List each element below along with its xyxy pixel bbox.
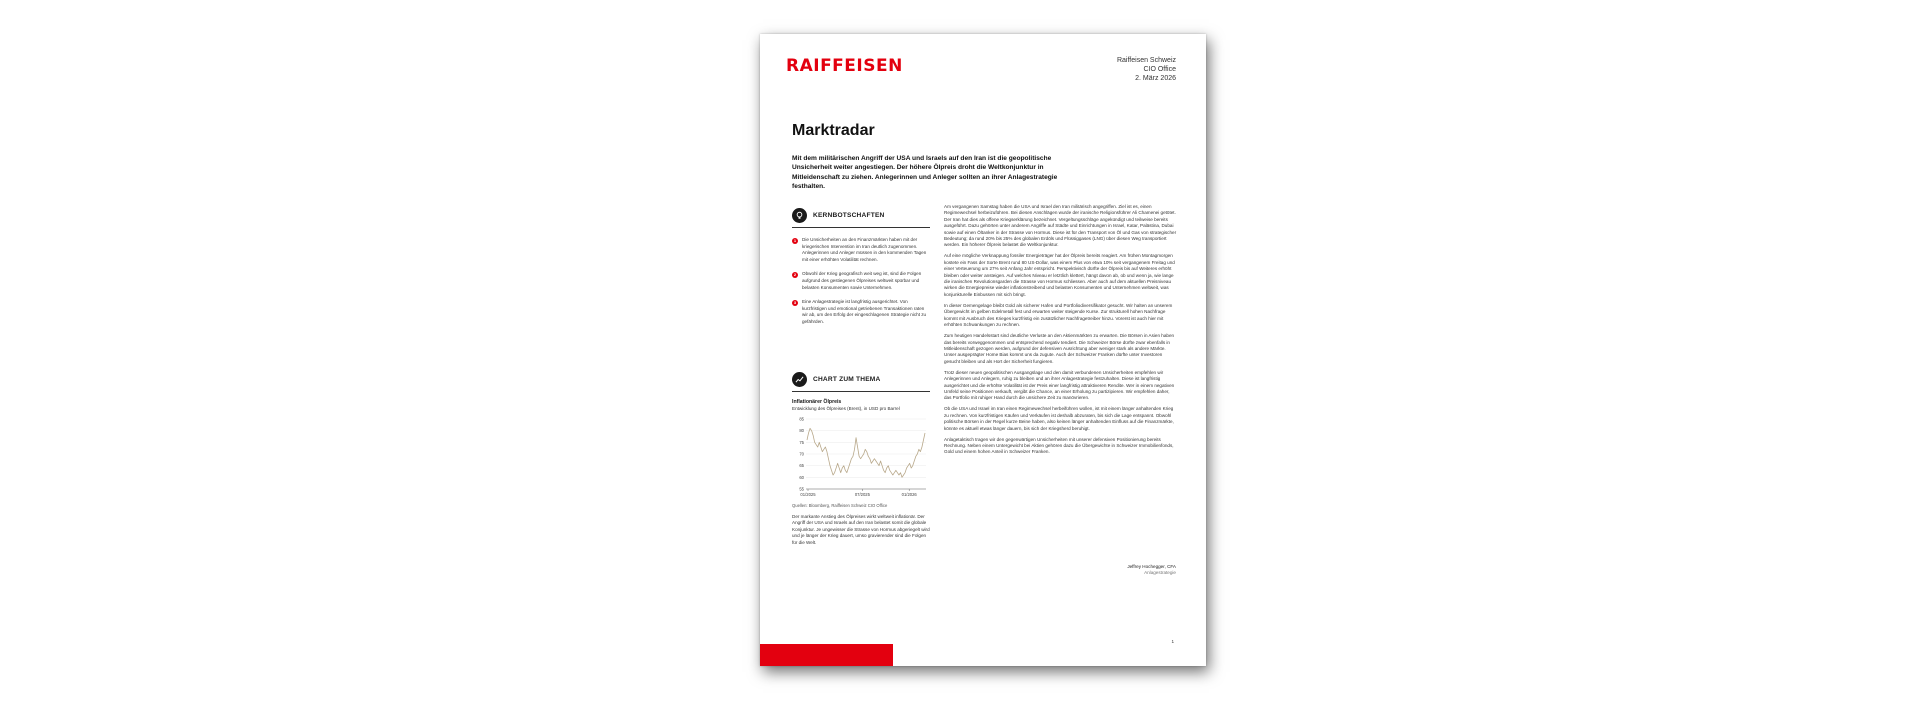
raiffeisen-logo: RAIFFEISEN: [786, 56, 903, 76]
chart-subtitle: Entwicklung des Ölpreises (Brent), in USD pro Barrel: [792, 406, 900, 411]
list-item-text: Eine Anlagestrategie ist langfristig ausgerichtet. Von kurzfristigen und emotional getriebenen Transaktionen raten wir ab, um den Erfolg der eingeschlagenen Strategie nicht zu gefährden.: [802, 299, 927, 324]
list-number-badge: 3: [793, 300, 797, 306]
page-title: Marktradar: [792, 122, 875, 139]
y-tick-label: 60: [799, 474, 804, 480]
list-item: [792, 237, 930, 263]
chart-icon: [792, 372, 807, 387]
document-page: [760, 34, 1206, 666]
chart-section: [792, 370, 930, 546]
brand-bar: [760, 644, 893, 666]
org-info: [1117, 56, 1176, 83]
lead-paragraph: Mit dem militärischen Angriff der USA und Israels auf den Iran ist die geopolitische Unsicherheit weiter angestiegen. Der höhere Ölpreis droht die Weltkonjunktur in Mitleidenschaft zu ziehen. Anlegerinnen und Anleger sollten an ihrer Anlagestrategie festhalten.: [792, 155, 1058, 191]
kernbotschaften-header: [792, 206, 930, 228]
body-paragraph: Am vergangenen Samstag haben die USA und Israel den Iran militärisch angegriffen. Ziel ist es, einen Regimewechsel herbeizuführen. Bei diesen Anschlägen wurde der iranische Religionsführer Ali Chamenei getötet. Der Iran hat dies als offene Kriegserklärung bezeichnet. Vergeltungsschläge angekündigt und teilweise bereits ausgeführt. Dazu gehörten unter anderem Angriffe auf Städte und Einrichtungen in Israel, Katar, Palästina, Dubai sowie auf einen Öltanker in der Strasse von Hormus. Diese ist für den Transport von Öl und Gas von strategischer Bedeutung; da rund 20% bis 25% des globalen Erdöls und Flüssiggases (LNG) über diesen Weg transportiert werden. Ein höherer Ölpreis belastet die Weltkonjunktur.: [944, 204, 1177, 248]
y-tick-label: 80: [799, 428, 804, 434]
list-item: [792, 271, 930, 291]
chart-source: Quellen: Bloomberg, Raiffeisen Schweiz CIO Office: [792, 503, 888, 508]
list-number-badge: 2: [793, 272, 797, 278]
body-paragraph: Ob die USA und Israel im Iran einen Regimewechsel herbeiführen wollen, ist mit einem länger anhaltenden Krieg zu rechnen. Von kurzfristigen Käufen und Verkäufen ist deshalb abzuraten, bis sich die Lage entspannt. Obwohl politische Börsen in der Regel kurze Beine haben, also keinen länger anhaltenden Einfluss auf die Finanzmärkte, könnte es aktuell etwas länger dauern, bis sich der Kriegsherd beruhigt.: [944, 406, 1174, 431]
chart-section-heading: CHART ZUM THEMA: [813, 375, 881, 383]
body-paragraph: Zum heutigen Handelsstart sind deutliche Verluste an den Aktienmärkten zu erwarten. Die Börsen in Asien haben das bereits vorweggenommen und entsprechend negativ tendiert. Die Schweizer Börse dürfte zwar ebenfalls in Mitleidenschaft gezogen werden, aufgrund der defensiven Ausrichtung aber weniger stark als andere Märkte. Unser ausgeprägter Home Bias kommt uns da zugute. Auch der Schweizer Franken dürfte unter Investoren gesucht bleiben und als Hort der Sicherheit fungieren.: [944, 333, 1175, 364]
body-paragraph: Anlagetaktisch tragen wir den gegenwärtigen Unsicherheiten mit unserer defensiven Positionierung bereits Rechnung. Neben einem Untergewicht bei Aktien gehören dazu die Übergewichte in Schweizer Immobilienfonds, Gold und einem hohen Anteil in Schweizer Franken.: [944, 436, 1174, 455]
chart-section-header: [792, 370, 930, 392]
x-tick-label: 01/2026: [901, 492, 917, 497]
author-role: Anlagestrategie: [1144, 570, 1176, 576]
chart-title: Inflationärer Ölpreis: [792, 399, 842, 405]
list-item: [792, 299, 930, 325]
y-tick-label: 75: [799, 439, 804, 445]
kernbotschaften-list: [792, 237, 930, 326]
lightbulb-icon: [792, 208, 807, 223]
oil-price-chart: [792, 415, 930, 501]
x-tick-label: 01/2025: [800, 492, 816, 497]
y-tick-label: 55: [799, 486, 804, 492]
y-tick-label: 65: [799, 463, 804, 469]
list-item-text: Obwohl der Krieg geografisch weit weg ist, sind die Folgen aufgrund des gestiegenen Ölpreises weltweit spürbar und belasten Konsumenten sowie Unternehmen.: [802, 271, 922, 290]
x-tick-label: 07/2025: [854, 492, 870, 497]
body-text: [944, 204, 1178, 460]
kernbotschaften-heading: KERNBOTSCHAFTEN: [813, 211, 885, 219]
body-paragraph: Auf eine mögliche Verknappung fossiler Energieträger hat der Ölpreis bereits reagiert. Am frühen Montagmorgen kostete ein Fass der Sorte Brent rund 80 US-Dollar, was einem Plus von etwa 10% seit vergangenem Freitag und einer Verteuerung um 27% seit Anfang Jahr entspricht. Perspektivisch dürfte der Ölpreis bis auf Weiteres erhöht bleiben oder weiter ansteigen. Auf welches Niveau er letztlich klettert, hängt davon ab, ob und wenn ja, wie lange die iranischen Revolutionsgarden die Strasse von Hormus schliessen. Aber auch auf dem aktuellen Preisniveau wirken die Energiepreise wieder inflationstreibend und belasten Konsumenten und Unternehmen weltweit, was konjunkturelle Einbussen mit sich bringt.: [944, 253, 1175, 297]
org-line-department: CIO Office: [1143, 66, 1176, 73]
body-paragraph: Trotz dieser neuen geopolitischen Ausgangslage und den damit verbundenen Unsicherheiten empfehlen wir Anlegerinnen und Anlegern, ruhig zu bleiben und an ihrer Anlagestrategie festzuhalten. Diese ist langfristig ausgerichtet und die erhöhte Volatilität ist der Preis einer langfristig attraktiveren Rendite. Wer in einem negativen Umfeld seine Positionen verkauft, vergibt die Chance, an einer Erholung zu partizipieren. Wir empfehlen daher, das Portfolio mit ruhiger Hand durch die unsichere Zeit zu manövrieren.: [944, 369, 1175, 401]
series-line-brent: [807, 428, 925, 477]
author-signature: [1127, 564, 1176, 577]
body-paragraph: In dieser Gemengelage bleibt Gold als sicherer Hafen und Portfoliodiversifikator gesucht. Wir halten an unserem Übergewicht im gelben Edelmetall fest und erwarten weiter steigende Kurse. Zur strukturell hohen Nachfrage kommt mit Ausbruch des Krieges kurzfristig ein zusätzlicher Nachfragetreiber hinzu. Vorerst ist auch hier mit erhöhten Schwankungen zu rechnen.: [944, 302, 1173, 328]
kernbotschaften-section: [792, 206, 930, 334]
list-number-badge: 1: [793, 238, 797, 243]
y-tick-label: 85: [799, 416, 804, 422]
y-tick-label: 70: [799, 451, 804, 457]
page-number: 1: [1171, 639, 1174, 644]
author-name: Jeffrey Hochegger, CFA: [1127, 564, 1176, 569]
chart-note: Der markante Anstieg des Ölpreises wirkt weltweit inflationär. Der Angriff der USA und Israels auf den Iran belastet somit die globale Konjunktur. Je ungewisser die Strasse von Hormus abgeriegelt wird und je länger der Krieg dauert, umso gravierender sind die Folgen für die Welt.: [792, 514, 930, 545]
org-line-company: Raiffeisen Schweiz: [1116, 57, 1176, 64]
list-item-text: Die Unsicherheiten an den Finanzmärkten haben mit der kriegerischen Intervention im Iran deutlich zugenommen. Anlegerinnen und Anleger müssen in den kommenden Tagen mit einer erhöhten Volatilität rechnen.: [802, 237, 927, 262]
document-date: 2. März 2026: [1135, 75, 1176, 82]
